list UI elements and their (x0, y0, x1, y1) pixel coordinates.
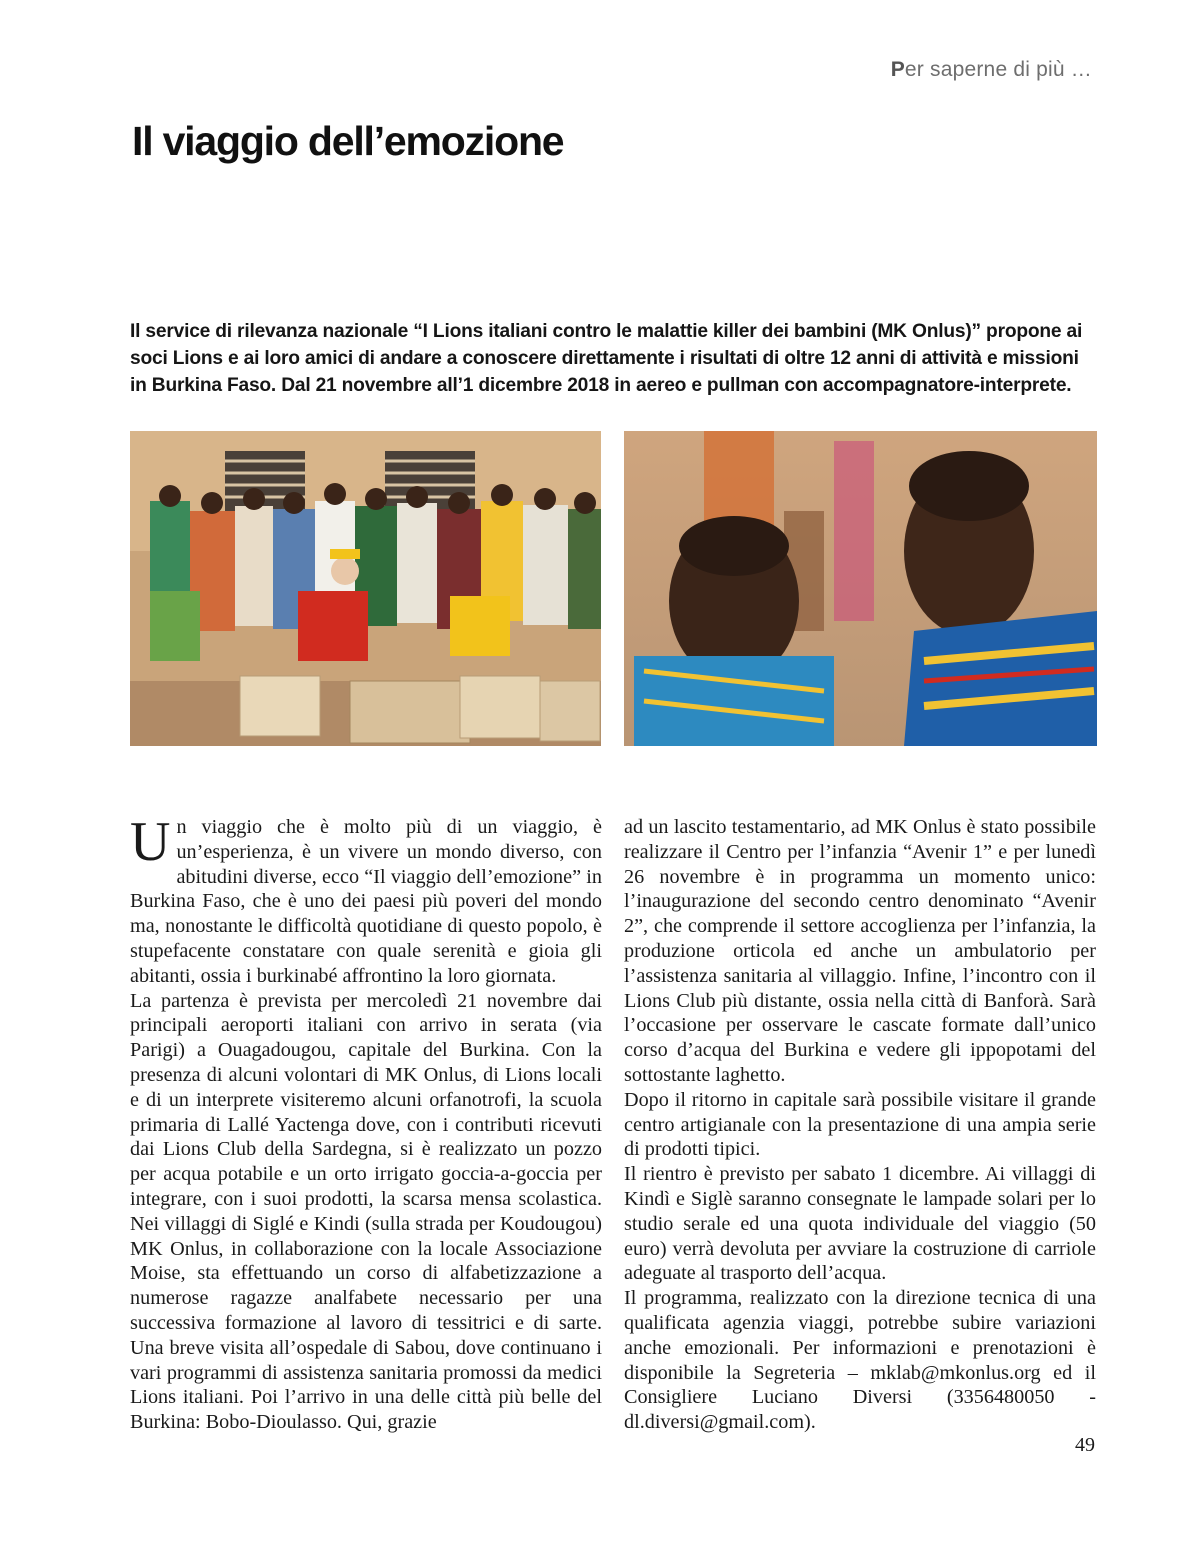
article-paragraph-text: n viaggio che è molto più di un viaggio, è un’esperienza, è un vivere un mondo diverso, con abitudini diverse, ecco “Il viaggio dell’emozione” in Burkina Faso, che è uno dei paesi più poveri del mondo ma, nonostante le difficoltà quotidiane di questo popolo, è stupefacente constatare con quale serenità e gioia gli abitanti, ossia i burkinabé affrontino la loro giornata. (130, 816, 602, 987)
page-number: 49 (1075, 1434, 1095, 1456)
article-paragraph: Il rientro è previsto per sabato 1 dicembre. Ai villaggi di Kindì e Siglè saranno consegnate le lampade solari per lo studio serale ed una quota individuale del viaggio (50 euro) verrà devoluta per avviare la costruzione di carriole adeguate al trasporto dell’acqua. (624, 1163, 1096, 1285)
article-paragraph: ad un lascito testamentario, ad MK Onlus è stato possibile realizzare il Centro per l’infanzia “Avenir 1” e per lunedì 26 novembre è in programma un momento unico: l’inaugurazione del secondo centro denominato “Avenir 2”, che comprende il settore accoglienza per l’infanzia, la produzione orticola ed anche un ambulatorio per l’assistenza sanitaria al villaggio. Infine, l’incontro con il Lions Club più distante, ossia nella città di Banforà. Sarà l’occasione per osservare le cascate formate dall’unico corso d’acqua del Burkina e vedere gli ippopotami del sottostante laghetto. (624, 816, 1096, 1086)
children-photo (624, 431, 1097, 746)
article-lead: Il service di rilevanza nazionale “I Lions italiani contro le malattie killer dei bambini (MK Onlus)” propone ai soci Lions e ai loro amici di andare a conoscere direttamente i risultati di oltre 12 anni di attività e missioni in Burkina Faso. Dal 21 novembre all’1 dicembre 2018 in aereo e pullman con accompagnatore-interprete. (130, 321, 1083, 396)
article-right-column (624, 815, 1096, 1435)
article-paragraph (130, 811, 602, 989)
section-tag-initial: P (890, 58, 905, 81)
article-paragraph: Dopo il ritorno in capitale sarà possibile visitare il grande centro artigianale con la presentazione di una ampia serie di prodotti tipici. (624, 1088, 1096, 1161)
article-title: Il viaggio dell’emozione (132, 118, 564, 164)
drop-cap: U (130, 811, 171, 873)
article-paragraph: Il programma, realizzato con la direzione tecnica di una qualificata agenzia viaggi, potrebbe subire variazioni anche emozionali. Per informazioni e prenotazioni è disponibile la Segreteria – mklab@mkonlus.org ed il Consigliere Luciano Diversi (3356480050 - dl.diversi@gmail.com). (624, 1287, 1096, 1434)
article-paragraph: La partenza è prevista per mercoledì 21 novembre dai principali aeroporti italiani con arrivo in serata (via Parigi) a Ouagadougou, capitale del Burkina. Con la presenza di alcuni volontari di MK Onlus, di Lions locali e di un interprete visiteremo alcuni orfanotrofi, la scuola primaria di Lallé Yactenga dove, con i contributi ricevuti dai Lions Club della Sardegna, si è realizzato un pozzo per acqua potabile e un orto irrigato goccia-a-goccia per integrare, con i suoi prodotti, la scarsa mensa scolastica. Nei villaggi di Siglé e Kindi (sulla strada per Koudougou) MK Onlus, in collaborazione con la locale Associazione Moise, sta effettuando un corso di alfabetizzazione a numerose ragazze analfabete necessario per una successiva formazione al lavoro di tessitrici e di sarte. Una breve visita all’ospedale di Sabou, dove continuano i vari programmi di assistenza sanitaria promossi da medici Lions italiani. Poi l’arrivo in una delle città più belle del Burkina: Bobo-Dioulasso. Qui, grazie (130, 989, 602, 1434)
article-left-column (130, 811, 602, 1435)
group-photo (130, 431, 601, 746)
section-tag (891, 58, 1092, 82)
section-tag-text: er saperne di più … (904, 58, 1092, 81)
